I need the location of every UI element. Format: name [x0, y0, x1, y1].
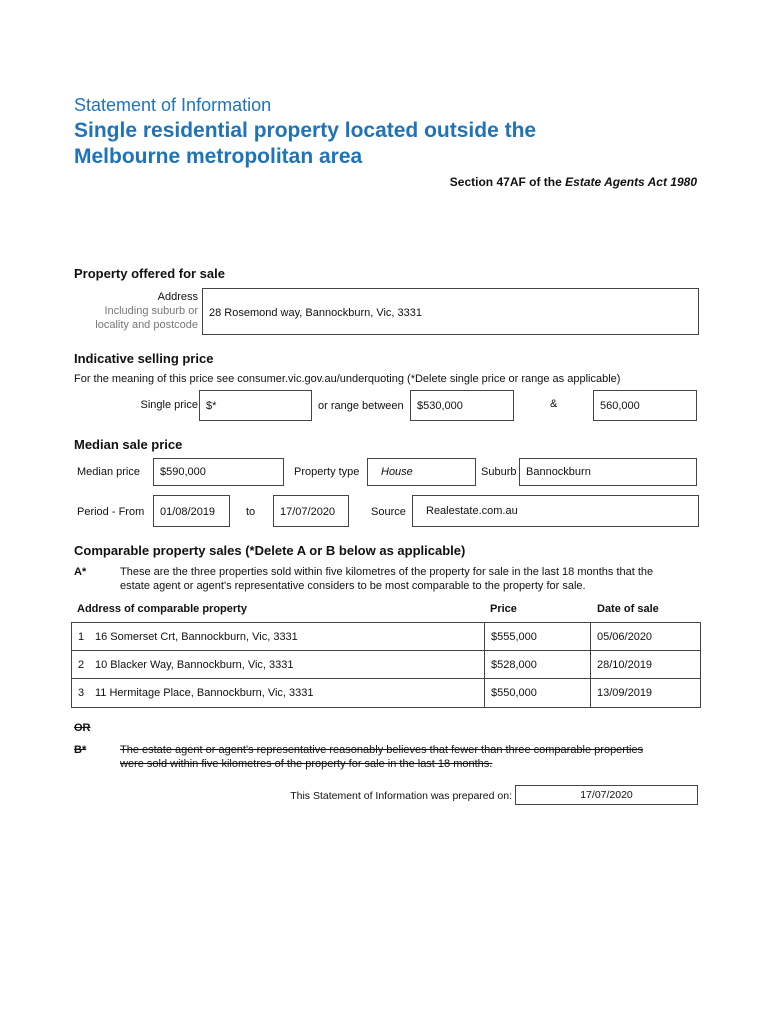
- period-to-field[interactable]: 17/07/2020: [273, 495, 349, 527]
- single-price-field[interactable]: $*: [199, 390, 312, 421]
- suburb-field[interactable]: Bannockburn: [519, 458, 697, 486]
- address-field[interactable]: 28 Rosemond way, Bannockburn, Vic, 3331: [202, 288, 699, 335]
- option-a-marker: A*: [74, 566, 87, 578]
- row-price[interactable]: $550,000: [484, 678, 591, 708]
- range-high-field[interactable]: 560,000: [593, 390, 697, 421]
- row-address[interactable]: 10 Blacker Way, Bannockburn, Vic, 3331: [95, 658, 294, 671]
- table-row: [71, 650, 485, 679]
- property-type-label: Property type: [294, 466, 360, 478]
- prepared-on-label: This Statement of Information was prepared on:: [290, 790, 512, 802]
- option-b-marker: B*: [74, 744, 87, 756]
- row-address[interactable]: 11 Hermitage Place, Bannockburn, Vic, 3331: [95, 687, 314, 699]
- suburb-label: Suburb: [481, 466, 517, 478]
- address-hint-line2: locality and postcode: [95, 319, 198, 331]
- column-header-date: Date of sale: [597, 603, 659, 615]
- option-b-text-line1: The estate agent or agent's representative reasonably believes that fewer than three comparable properties: [120, 744, 644, 756]
- comparable-heading: Comparable property sales (*Delete A or B below as applicable): [74, 543, 466, 558]
- document-title-line1: Single residential property located outside the: [74, 119, 537, 142]
- property-type-value: House: [381, 466, 413, 478]
- period-to-label: to: [246, 506, 256, 518]
- row-date[interactable]: 05/06/2020: [590, 622, 701, 651]
- option-a-text-line1: These are the three properties sold within five kilometres of the property for sale in the last 18 months that the: [120, 566, 654, 578]
- document-title-line2: Melbourne metropolitan area: [74, 145, 363, 168]
- document-title: [74, 118, 536, 170]
- section-prefix: Section 47AF of the: [449, 175, 566, 189]
- property-heading: Property offered for sale: [74, 266, 225, 281]
- row-date[interactable]: 13/09/2019: [590, 678, 701, 708]
- row-date[interactable]: 28/10/2019: [590, 650, 701, 679]
- prepared-on-date-field[interactable]: 17/07/2020: [515, 785, 698, 805]
- median-heading: Median sale price: [74, 437, 183, 452]
- row-number: 2: [78, 658, 85, 671]
- median-price-label: Median price: [77, 466, 140, 478]
- table-row: [71, 622, 485, 651]
- single-price-label: Single price: [140, 399, 198, 411]
- period-from-field[interactable]: 01/08/2019: [153, 495, 230, 527]
- row-number: 1: [78, 630, 85, 643]
- option-b-text-line2: were sold within five kilometres of the property for sale in the last 18 months.: [120, 758, 493, 770]
- document-subtitle: Statement of Information: [74, 95, 272, 115]
- indicative-heading: Indicative selling price: [74, 351, 214, 366]
- section-act: Estate Agents Act 1980: [565, 175, 697, 189]
- row-price[interactable]: $555,000: [484, 622, 591, 651]
- source-label: Source: [371, 506, 406, 518]
- option-a-text-line2: estate agent or agent's representative considers to be most comparable to the property for sale.: [120, 580, 586, 592]
- address-hint-line1: Including suburb or: [104, 305, 198, 317]
- range-label: or range between: [318, 400, 404, 412]
- table-row: [71, 678, 485, 708]
- section-reference: [450, 175, 697, 189]
- range-low-field[interactable]: $530,000: [410, 390, 514, 421]
- source-field[interactable]: Realestate.com.au: [412, 495, 699, 527]
- period-label: Period - From: [77, 506, 145, 518]
- column-header-address: Address of comparable property: [77, 603, 247, 615]
- or-label: OR: [74, 722, 91, 734]
- indicative-note: For the meaning of this price see consumer.vic.gov.au/underquoting (*Delete single price or range as applicable): [74, 373, 621, 385]
- property-type-field[interactable]: [367, 458, 476, 486]
- range-ampersand: &: [550, 398, 558, 410]
- row-address[interactable]: 16 Somerset Crt, Bannockburn, Vic, 3331: [95, 630, 298, 643]
- row-price[interactable]: $528,000: [484, 650, 591, 679]
- column-header-price: Price: [490, 603, 517, 615]
- address-label: Address: [157, 291, 198, 303]
- row-number: 3: [78, 687, 85, 699]
- median-price-field[interactable]: $590,000: [153, 458, 284, 486]
